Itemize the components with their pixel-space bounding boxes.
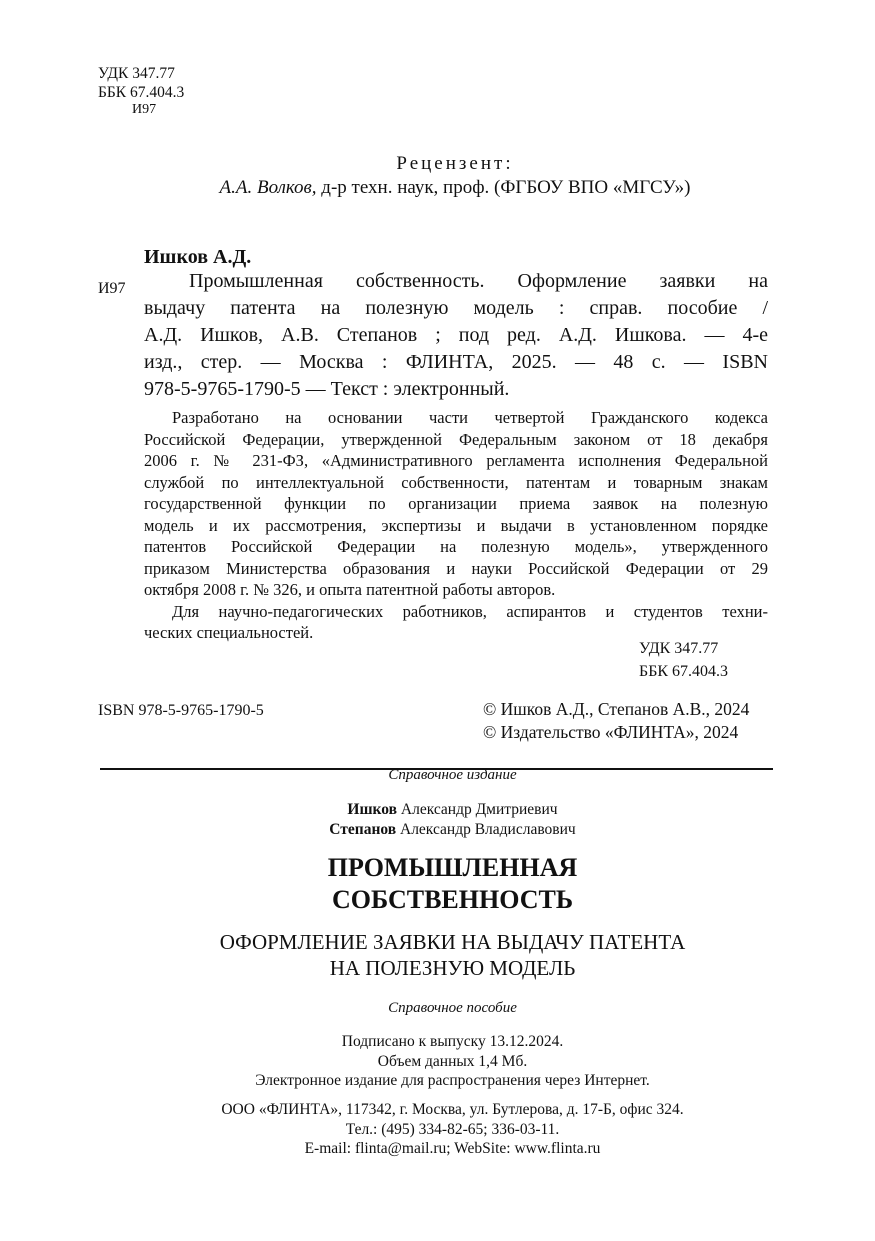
udk-code: УДК 347.77 [98,65,175,82]
author-given-name: Александр Владиславович [396,821,576,838]
biblio-line: А.Д. Ишков, А.В. Степанов ; под ред. А.Д. Ишкова. — 4-е [144,324,768,346]
author-surname: Степанов [329,821,397,838]
bbk-code: ББК 67.404.3 [639,663,729,680]
annotation-line: октября 2008 г. № 326, и опыта патентной работы авторов. [144,580,556,599]
publication-kind: Справочное пособие [388,1000,517,1016]
annotation-line: службой по интеллектуальной собственности, патентам и товарным знакам [144,472,768,492]
annotation-line: Российской Федерации, утвержденной Федеральным законом от 18 декабря [144,429,768,449]
data-size: Объем данных 1,4 Мб. [377,1052,528,1070]
author-surname: Ишков [347,801,398,818]
copyright-publisher: © Издательство «ФЛИНТА», 2024 [483,722,739,742]
authors-full [0,800,875,840]
author-line [0,820,875,840]
annotation-line: государственной функции по организации приема заявок на полезную [144,494,768,513]
publisher-address: ООО «ФЛИНТА», 117342, г. Москва, ул. Бутлерова, д. 17-Б, офис 324. [221,1101,684,1118]
annotation [144,407,768,644]
annotation-line: ческих специальностей. [144,623,314,642]
bibliographic-description [144,268,768,403]
title-line: ПРОМЫШЛЕННАЯ [327,853,578,882]
publisher-contacts: E-mail: flinta@mail.ru; WebSite: www.flinta.ru [304,1140,601,1157]
udk-code: УДК 347.77 [639,640,719,657]
biblio-line: Промышленная собственность. Оформление заявки на [189,270,768,292]
book-title [0,852,875,916]
biblio-line: выдачу патента на полезную модель : справ. пособие / [144,297,768,319]
reviewer-details: д-р техн. наук, проф. (ФГБОУ ВПО «МГСУ») [321,177,691,198]
annotation-line: 2006 г. № 231-ФЗ, «Административного регламента исполнения Федеральной [144,451,768,470]
annotation-line: модель и их рассмотрения, экспертизы и выдачи в установленном порядке [144,515,768,535]
copyright-authors: © Ишков А.Д., Степанов А.В., 2024 [483,699,750,719]
author-given-name: Александр Дмитриевич [397,801,558,818]
classification-codes-right [639,637,728,683]
copyright-block [483,698,749,744]
annotation-line: Разработано на основании части четвертой Гражданского кодекса [172,408,768,427]
title-line: СОБСТВЕННОСТЬ [331,885,574,914]
reviewer-label: Рецензент: [396,153,514,174]
edition-kind: Справочное издание [388,767,517,783]
bbk-code: ББК 67.404.3 [98,84,185,101]
signed-date: Подписано к выпуску 13.12.2024. [341,1033,564,1050]
author-line [0,800,875,820]
author-index-code: И97 [132,102,157,117]
biblio-line: изд., стер. — Москва : ФЛИНТА, 2025. — 48 с. — ISBN [144,351,768,373]
imprint-block [0,1032,875,1091]
reviewer-name: А.А. Волков, [219,177,317,198]
publisher-info [0,1100,875,1159]
reviewer-line [0,177,875,199]
annotation-line: патентов Российской Федерации на полезную модель», утвержденного [144,537,768,556]
annotation-line: приказом Министерства образования и науки Российской Федерации от 29 [144,558,768,578]
annotation-line: Для научно-педагогических работников, аспирантов и студентов техни- [172,601,768,621]
publisher-phone: Тел.: (495) 334-82-65; 336-03-11. [345,1120,560,1138]
distribution-note: Электронное издание для распространения через Интернет. [255,1072,650,1089]
subtitle-line: НА ПОЛЕЗНУЮ МОДЕЛЬ [329,956,576,980]
record-index-code: И97 [98,280,126,297]
author-heading: Ишков А.Д. [144,246,252,268]
classification-codes-top [98,64,184,117]
book-subtitle [0,929,875,981]
isbn: ISBN 978-5-9765-1790-5 [98,702,264,719]
biblio-line: 978-5-9765-1790-5 — Текст : электронный. [144,378,510,400]
subtitle-line: ОФОРМЛЕНИЕ ЗАЯВКИ НА ВЫДАЧУ ПАТЕНТА [219,930,686,954]
